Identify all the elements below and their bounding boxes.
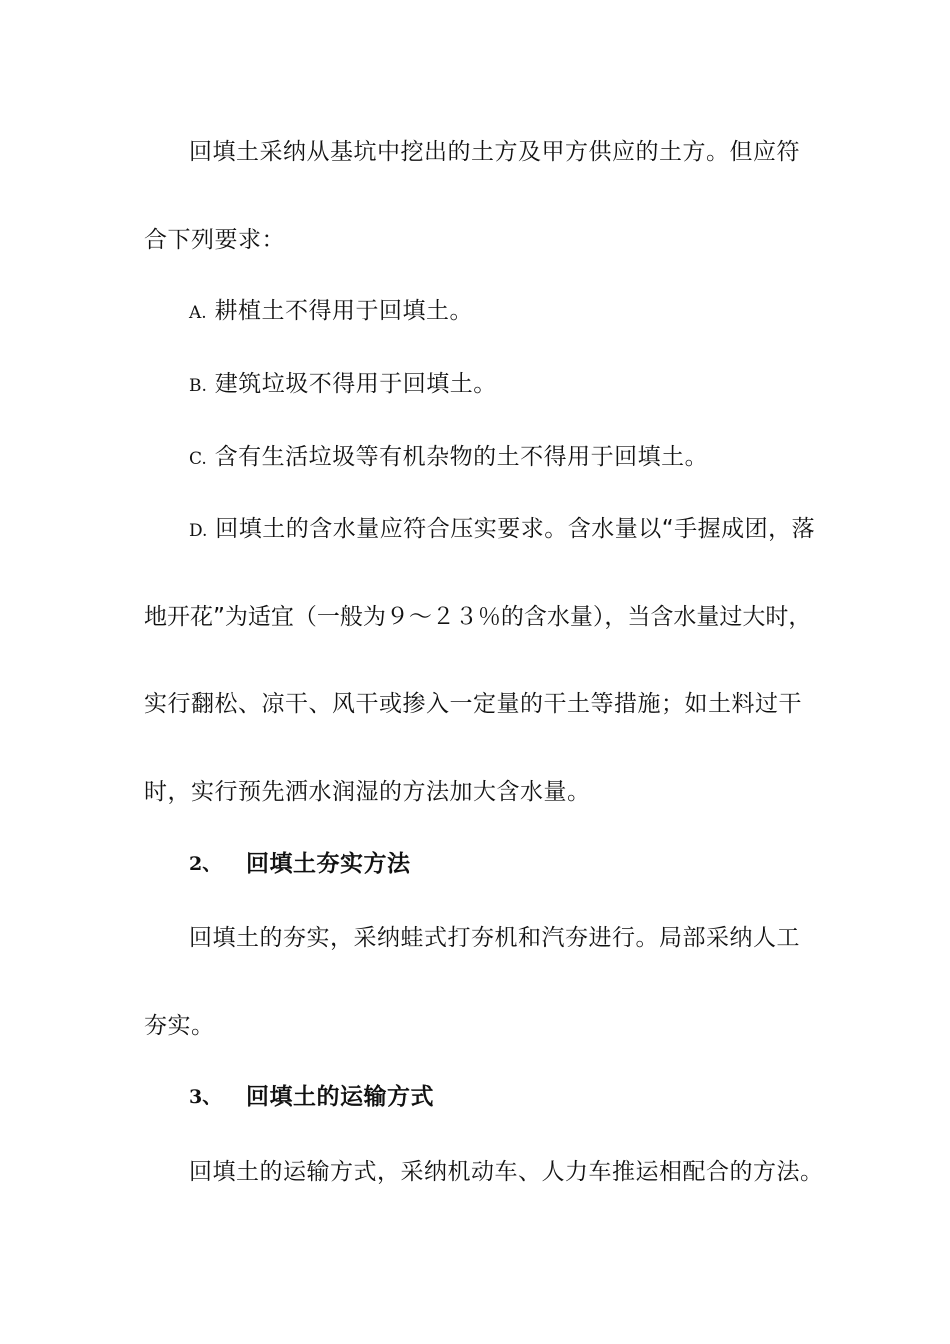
paragraph-line: 合下列要求： xyxy=(144,227,285,253)
paragraph-line: 回填土的运输方式，采纳机动车、人力车推运相配合的方法。 xyxy=(189,1159,824,1185)
list-item-text: 建筑垃圾不得用于回填土。 xyxy=(214,371,497,397)
paragraph-line: 夯实。 xyxy=(144,1013,215,1039)
list-item-text: 回填土的含水量应符合压实要求。含水量以“手握成团，落 xyxy=(215,516,816,542)
list-marker: C. xyxy=(189,449,207,469)
list-item-c xyxy=(189,442,708,474)
list-marker: A. xyxy=(189,303,207,323)
paragraph-line: 实行翻松、凉干、风干或掺入一定量的干土等措施；如土料过干 xyxy=(144,691,802,717)
list-item-text: 含有生活垃圾等有机杂物的土不得用于回填土。 xyxy=(214,444,709,470)
paragraph-line: 地开花”为适宜（一般为９～２３％的含水量），当含水量过大时， xyxy=(144,604,812,630)
paragraph-line: 回填土采纳从基坑中挖出的土方及甲方供应的土方。但应符 xyxy=(189,139,800,165)
list-item-b xyxy=(189,369,497,401)
paragraph-line: 时，实行预先洒水润湿的方法加大含水量。 xyxy=(144,779,591,805)
list-marker: D. xyxy=(189,521,208,541)
section-number: 3、 xyxy=(189,1086,222,1108)
list-item-text: 耕植土不得用于回填土。 xyxy=(214,298,473,324)
list-marker: B. xyxy=(189,376,207,396)
paragraph-line: 回填土的夯实，采纳蛙式打夯机和汽夯进行。局部采纳人工 xyxy=(189,925,800,951)
list-item-d xyxy=(189,514,815,546)
section-number: 2、 xyxy=(189,853,222,875)
section-heading: 回填土的运输方式 xyxy=(246,1084,434,1110)
section-heading: 回填土夯实方法 xyxy=(246,851,411,877)
list-item-a xyxy=(189,296,473,328)
